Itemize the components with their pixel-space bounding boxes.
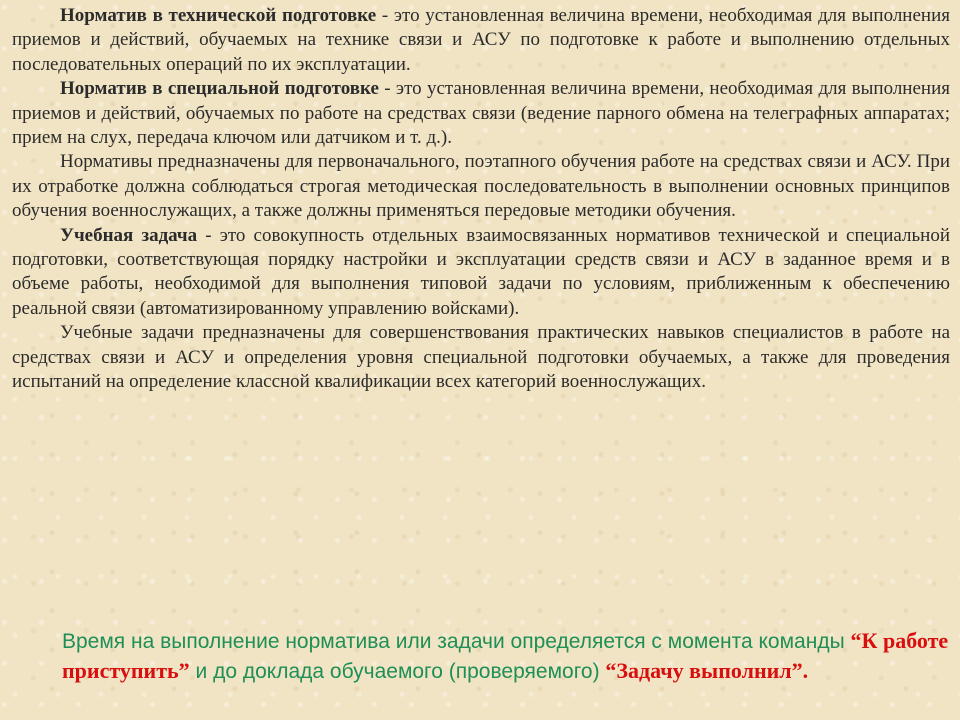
footer-part1: Время на выполнение норматива или задачи определяется с момента команды	[62, 630, 851, 653]
term-technical-norm: Норматив в технической подготовке	[60, 5, 377, 26]
quote-start-work: “К работе приступить”	[62, 628, 949, 683]
paragraph-norms-purpose: Нормативы предназначены для первоначального, поэтапного обучения работе на средствах связи и АСУ. При их отработке должна соблюдаться строгая методическая последовательность в выполнении основных принципов обучения военнослужащих, а также должны применяться передовые методики обучения.	[12, 151, 950, 222]
footer-part2: и до доклада обучаемого (проверяемого)	[189, 660, 606, 683]
definition-special-norm: - это установленная величина времени, необходимая для выполнения приемов и действий, обучаемых по работе на средствах связи (ведение парного обмена на телеграфных аппаратах; прием на слух, передача ключом или датчиком и т. д.).	[12, 78, 950, 149]
paragraph-technical-norm	[12, 4, 950, 77]
paragraph-tasks-purpose: Учебные задачи предназначены для совершенствования практических навыков специалистов в работе на средствах связи и АСУ и определения уровня специальной подготовки обучаемых, а также для проведения испытаний на определение классной квалификации всех категорий военнослужащих.	[12, 322, 950, 393]
term-special-norm: Норматив в специальной подготовке	[60, 78, 379, 100]
main-text	[12, 4, 950, 395]
quote-task-done: “Задачу выполнил”.	[605, 658, 809, 683]
paragraph-training-task	[12, 224, 950, 322]
term-training-task: Учебная задача	[60, 224, 198, 246]
footer-note	[62, 626, 950, 686]
paragraph-special-norm	[12, 77, 950, 150]
definition-training-task: - это совокупность отдельных взаимосвязанных нормативов технической и специальной подготовки, соответствующая порядку настройки и эксплуатации средств связи и АСУ в заданное время и в объеме работы, необходимой для выполнения типовой задачи по условиям, приближенным к обеспечению реальной связи (автоматизированному управлению войсками).	[12, 224, 950, 319]
definition-technical-norm: - это установленная величина времени, необходимая для выполнения приемов и действий, обучаемых на технике связи и АСУ по подготовке к работе и выполнению отдельных последовательных операций по их эксплуатации.	[12, 5, 950, 75]
